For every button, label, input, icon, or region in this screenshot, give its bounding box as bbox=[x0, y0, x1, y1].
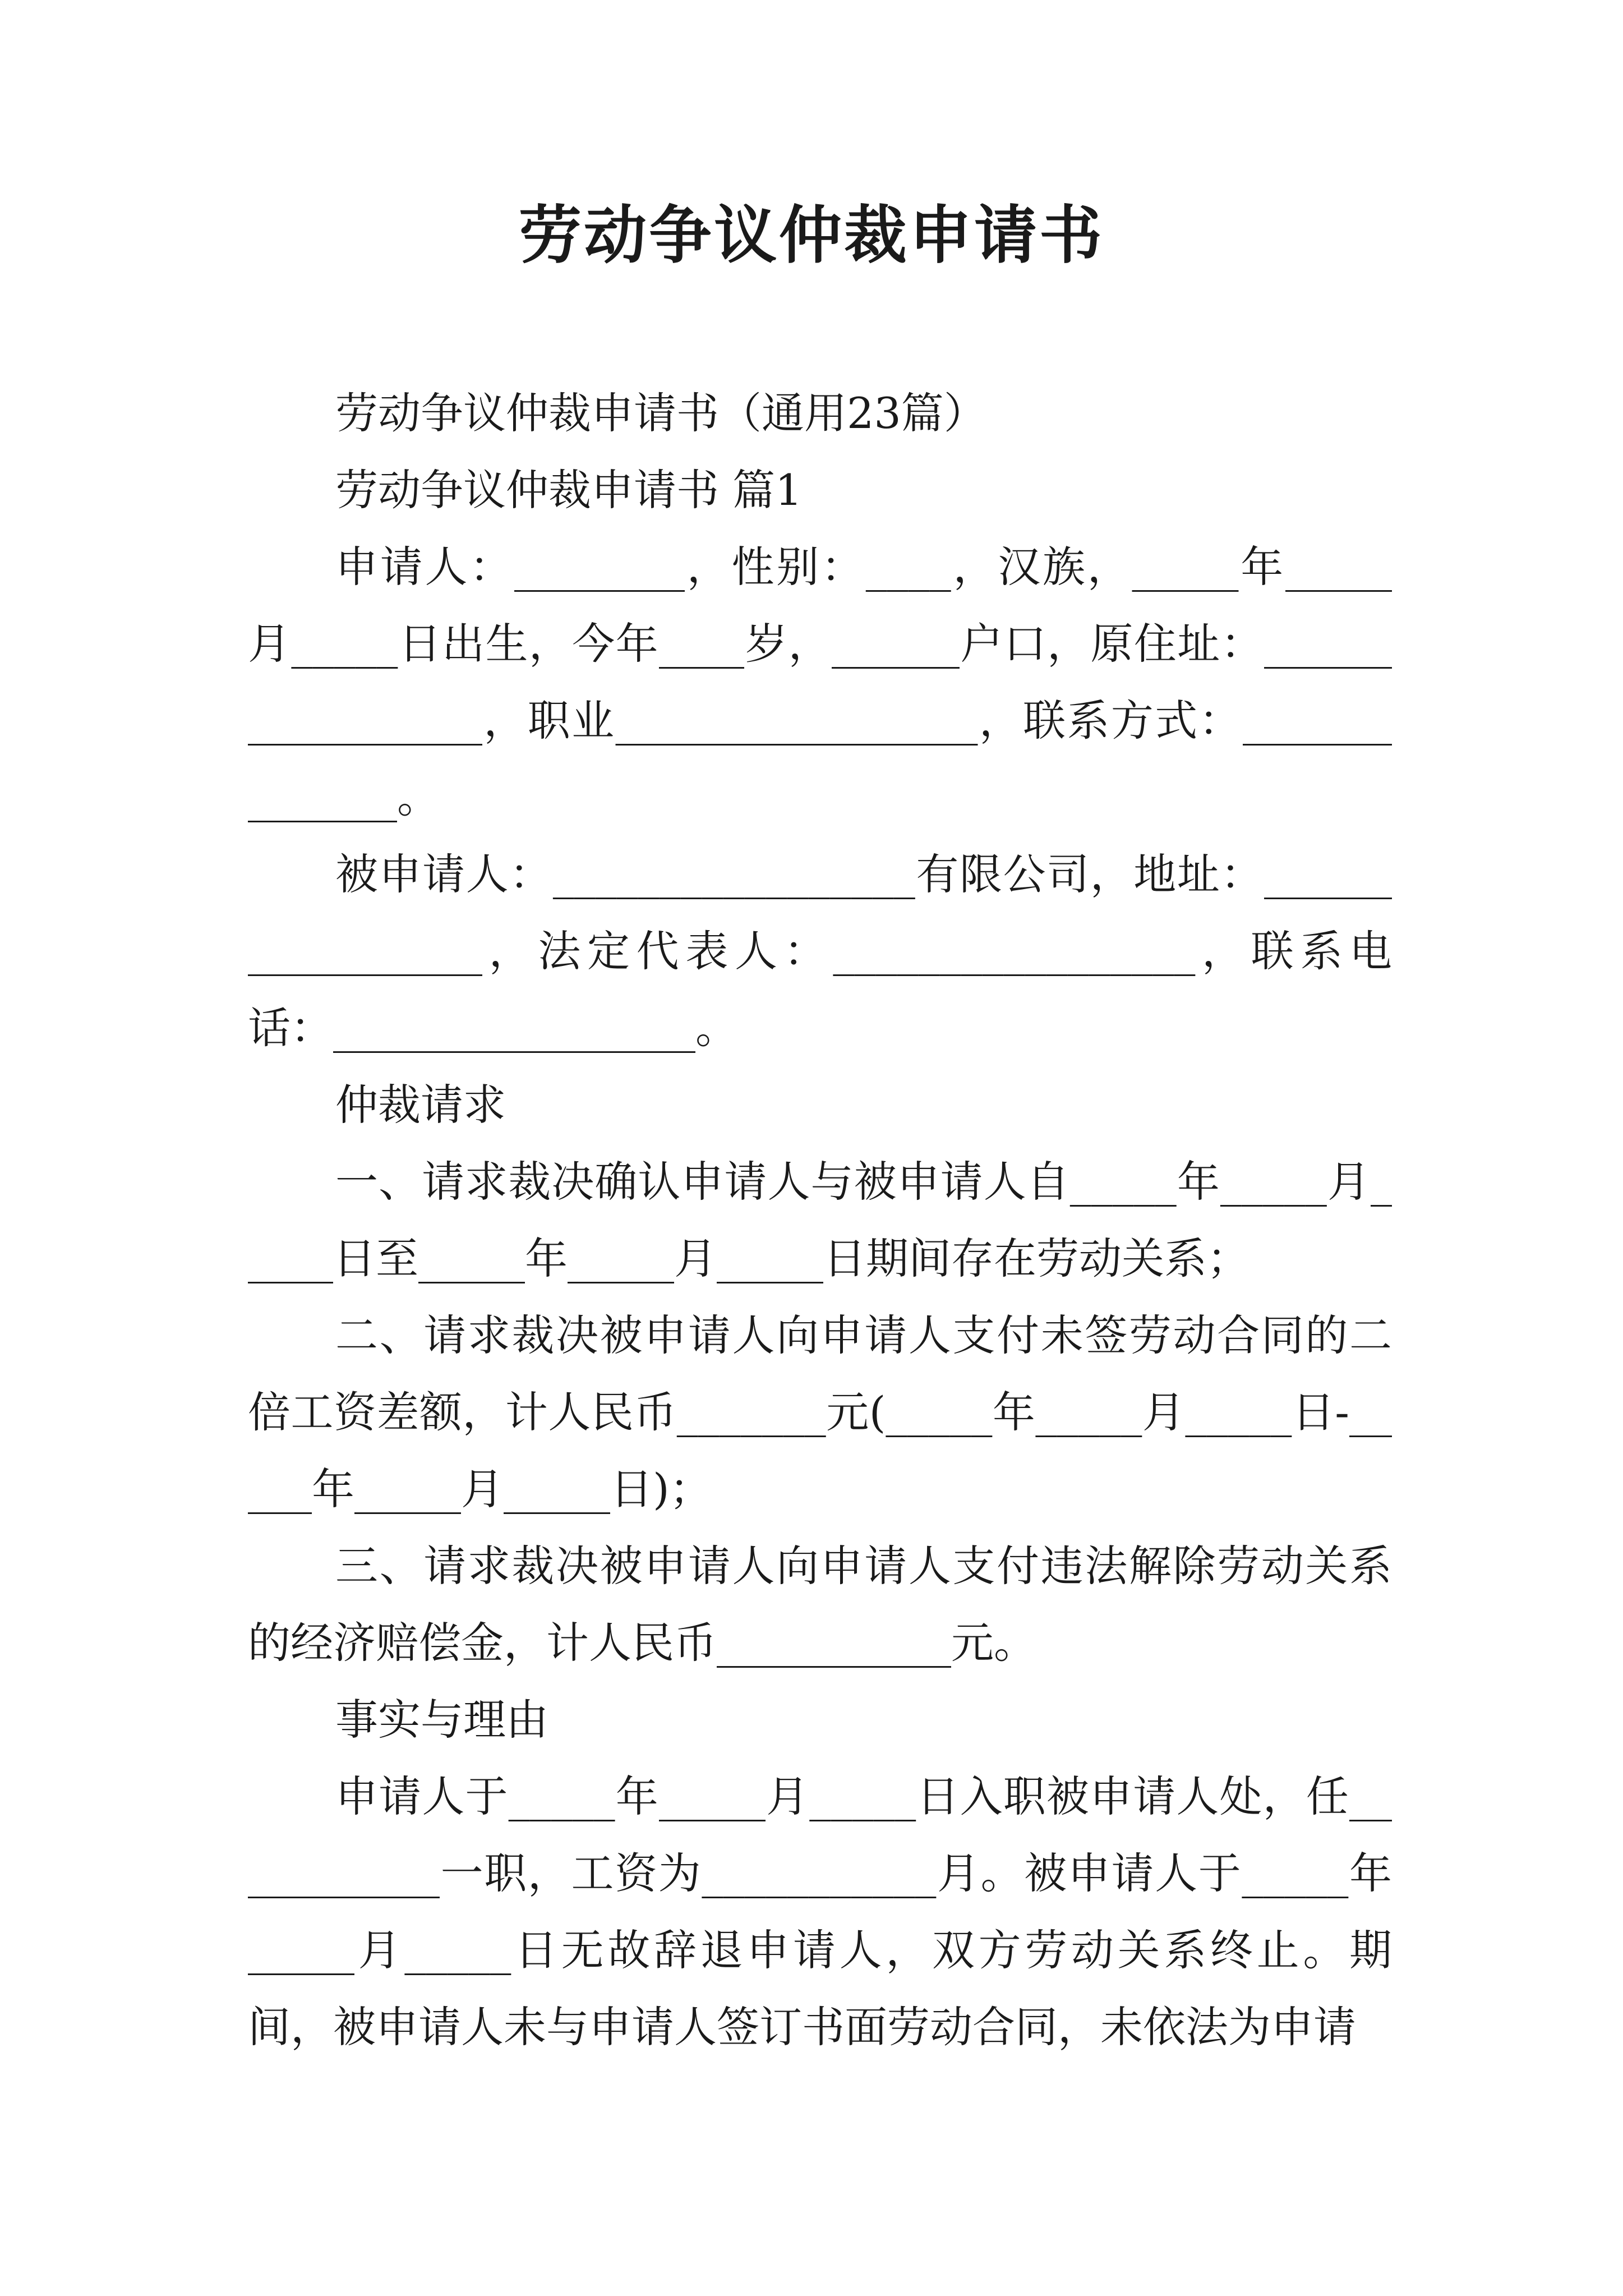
document-title: 劳动争议仲裁申请书 bbox=[519, 199, 1104, 272]
subtitle-collection: 劳动争议仲裁申请书（通用23篇） bbox=[335, 388, 986, 438]
section-heading-requests: 仲裁请求 bbox=[335, 1080, 506, 1130]
section-heading-facts: 事实与理由 bbox=[335, 1695, 548, 1745]
request-item-3: 三、请求裁决被申请人向申请人支付违法解除劳动关系的经济赔偿金，计人民币___________元。 bbox=[248, 1541, 1392, 1668]
request-item-1: 一、请求裁决确认申请人与被申请人自_____年_____月_____日至_____年_____月_____日期间存在劳动关系； bbox=[248, 1157, 1392, 1283]
applicant-info-paragraph: 申请人：________，性别：____，汉族，_____年_____月_____日出生，今年____岁，______户口，原住址：_________________，职业_________________，联系方式：______________。 bbox=[248, 542, 1392, 822]
document-body bbox=[248, 375, 1392, 2065]
subtitle-part-1: 劳动争议仲裁申请书 篇1 bbox=[335, 465, 803, 515]
request-item-2: 二、请求裁决被申请人向申请人支付未签劳动合同的二倍工资差额，计人民币_______元(_____年_____月_____日-_____年_____月_____日)； bbox=[248, 1310, 1392, 1514]
respondent-info-paragraph: 被申请人：_________________有限公司，地址：_________________，法定代表人：_________________，联系电话：_________________。 bbox=[248, 849, 1392, 1053]
facts-paragraph: 申请人于_____年_____月_____日入职被申请人处，任___________一职，工资为___________月。被申请人于_____年_____月_____日无故辞退申请人，双方劳动关系终止。期间，被申请人未与申请人签订书面劳动合同，未依法为申请 bbox=[248, 1772, 1392, 2052]
